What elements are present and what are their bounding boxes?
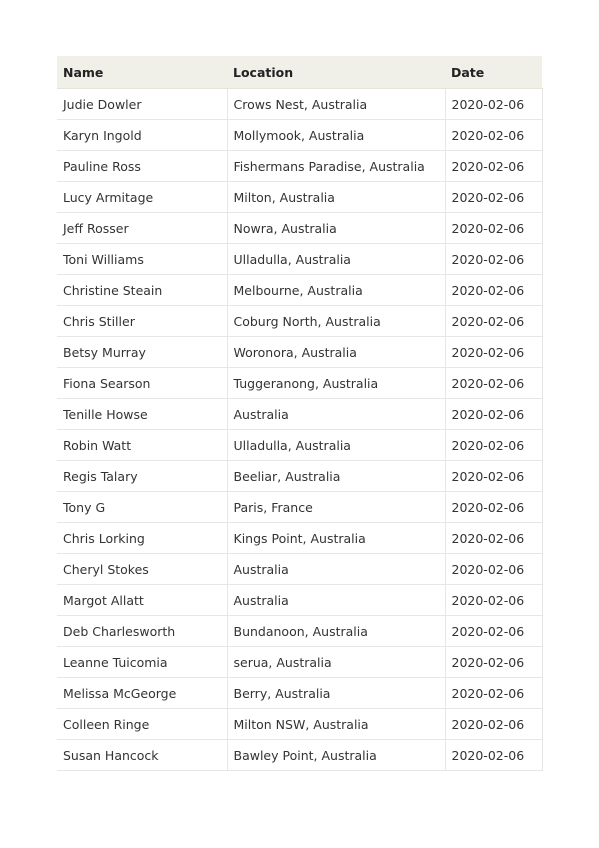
table-row (57, 244, 542, 275)
cell-date: 2020-02-06 (445, 740, 542, 771)
cell-name: Fiona Searson (57, 368, 227, 399)
table-row (57, 740, 542, 771)
cell-date: 2020-02-06 (445, 678, 542, 709)
cell-date: 2020-02-06 (445, 709, 542, 740)
cell-location: Fishermans Paradise, Australia (227, 151, 445, 182)
cell-location: Crows Nest, Australia (227, 89, 445, 120)
table-row (57, 430, 542, 461)
table-header (57, 56, 542, 89)
header-date: Date (445, 56, 542, 89)
cell-name: Christine Steain (57, 275, 227, 306)
cell-location: Bawley Point, Australia (227, 740, 445, 771)
table-row (57, 554, 542, 585)
cell-location: Australia (227, 554, 445, 585)
signatures-table (57, 56, 543, 771)
cell-name: Robin Watt (57, 430, 227, 461)
cell-date: 2020-02-06 (445, 492, 542, 523)
header-name: Name (57, 56, 227, 89)
cell-location: Ulladulla, Australia (227, 430, 445, 461)
cell-date: 2020-02-06 (445, 151, 542, 182)
cell-name: Tenille Howse (57, 399, 227, 430)
cell-name: Margot Allatt (57, 585, 227, 616)
cell-date: 2020-02-06 (445, 430, 542, 461)
cell-name: Chris Lorking (57, 523, 227, 554)
cell-location: Tuggeranong, Australia (227, 368, 445, 399)
cell-name: Judie Dowler (57, 89, 227, 120)
cell-location: Nowra, Australia (227, 213, 445, 244)
table-row (57, 213, 542, 244)
cell-date: 2020-02-06 (445, 585, 542, 616)
header-location: Location (227, 56, 445, 89)
table-row (57, 89, 542, 120)
cell-name: Susan Hancock (57, 740, 227, 771)
cell-location: Beeliar, Australia (227, 461, 445, 492)
table-row (57, 616, 542, 647)
cell-location: Bundanoon, Australia (227, 616, 445, 647)
cell-name: Leanne Tuicomia (57, 647, 227, 678)
cell-date: 2020-02-06 (445, 554, 542, 585)
table-row (57, 647, 542, 678)
cell-date: 2020-02-06 (445, 244, 542, 275)
table-row (57, 368, 542, 399)
cell-name: Melissa McGeorge (57, 678, 227, 709)
table-row (57, 182, 542, 213)
cell-name: Pauline Ross (57, 151, 227, 182)
cell-date: 2020-02-06 (445, 306, 542, 337)
cell-location: Mollymook, Australia (227, 120, 445, 151)
cell-location: Coburg North, Australia (227, 306, 445, 337)
cell-date: 2020-02-06 (445, 368, 542, 399)
table-row (57, 337, 542, 368)
cell-name: Colleen Ringe (57, 709, 227, 740)
table-row (57, 399, 542, 430)
cell-date: 2020-02-06 (445, 616, 542, 647)
cell-date: 2020-02-06 (445, 89, 542, 120)
table-body (57, 89, 542, 771)
cell-name: Toni Williams (57, 244, 227, 275)
table-row (57, 275, 542, 306)
cell-location: Australia (227, 585, 445, 616)
table-row (57, 678, 542, 709)
cell-location: Milton, Australia (227, 182, 445, 213)
cell-name: Tony G (57, 492, 227, 523)
cell-date: 2020-02-06 (445, 182, 542, 213)
cell-date: 2020-02-06 (445, 337, 542, 368)
cell-date: 2020-02-06 (445, 399, 542, 430)
cell-location: Woronora, Australia (227, 337, 445, 368)
cell-name: Karyn Ingold (57, 120, 227, 151)
table-row (57, 492, 542, 523)
signatures-page (57, 56, 542, 771)
table-row (57, 461, 542, 492)
cell-name: Chris Stiller (57, 306, 227, 337)
cell-date: 2020-02-06 (445, 461, 542, 492)
cell-date: 2020-02-06 (445, 275, 542, 306)
cell-date: 2020-02-06 (445, 523, 542, 554)
cell-location: Kings Point, Australia (227, 523, 445, 554)
table-row (57, 306, 542, 337)
cell-name: Regis Talary (57, 461, 227, 492)
cell-location: Milton NSW, Australia (227, 709, 445, 740)
table-row (57, 120, 542, 151)
cell-date: 2020-02-06 (445, 647, 542, 678)
table-row (57, 523, 542, 554)
cell-name: Jeff Rosser (57, 213, 227, 244)
cell-name: Betsy Murray (57, 337, 227, 368)
table-row (57, 585, 542, 616)
cell-name: Deb Charlesworth (57, 616, 227, 647)
cell-name: Lucy Armitage (57, 182, 227, 213)
cell-location: Melbourne, Australia (227, 275, 445, 306)
table-row (57, 709, 542, 740)
cell-location: Berry, Australia (227, 678, 445, 709)
header-row (57, 56, 542, 89)
cell-location: Ulladulla, Australia (227, 244, 445, 275)
cell-location: Paris, France (227, 492, 445, 523)
cell-location: serua, Australia (227, 647, 445, 678)
table-row (57, 151, 542, 182)
cell-location: Australia (227, 399, 445, 430)
cell-date: 2020-02-06 (445, 213, 542, 244)
cell-date: 2020-02-06 (445, 120, 542, 151)
cell-name: Cheryl Stokes (57, 554, 227, 585)
